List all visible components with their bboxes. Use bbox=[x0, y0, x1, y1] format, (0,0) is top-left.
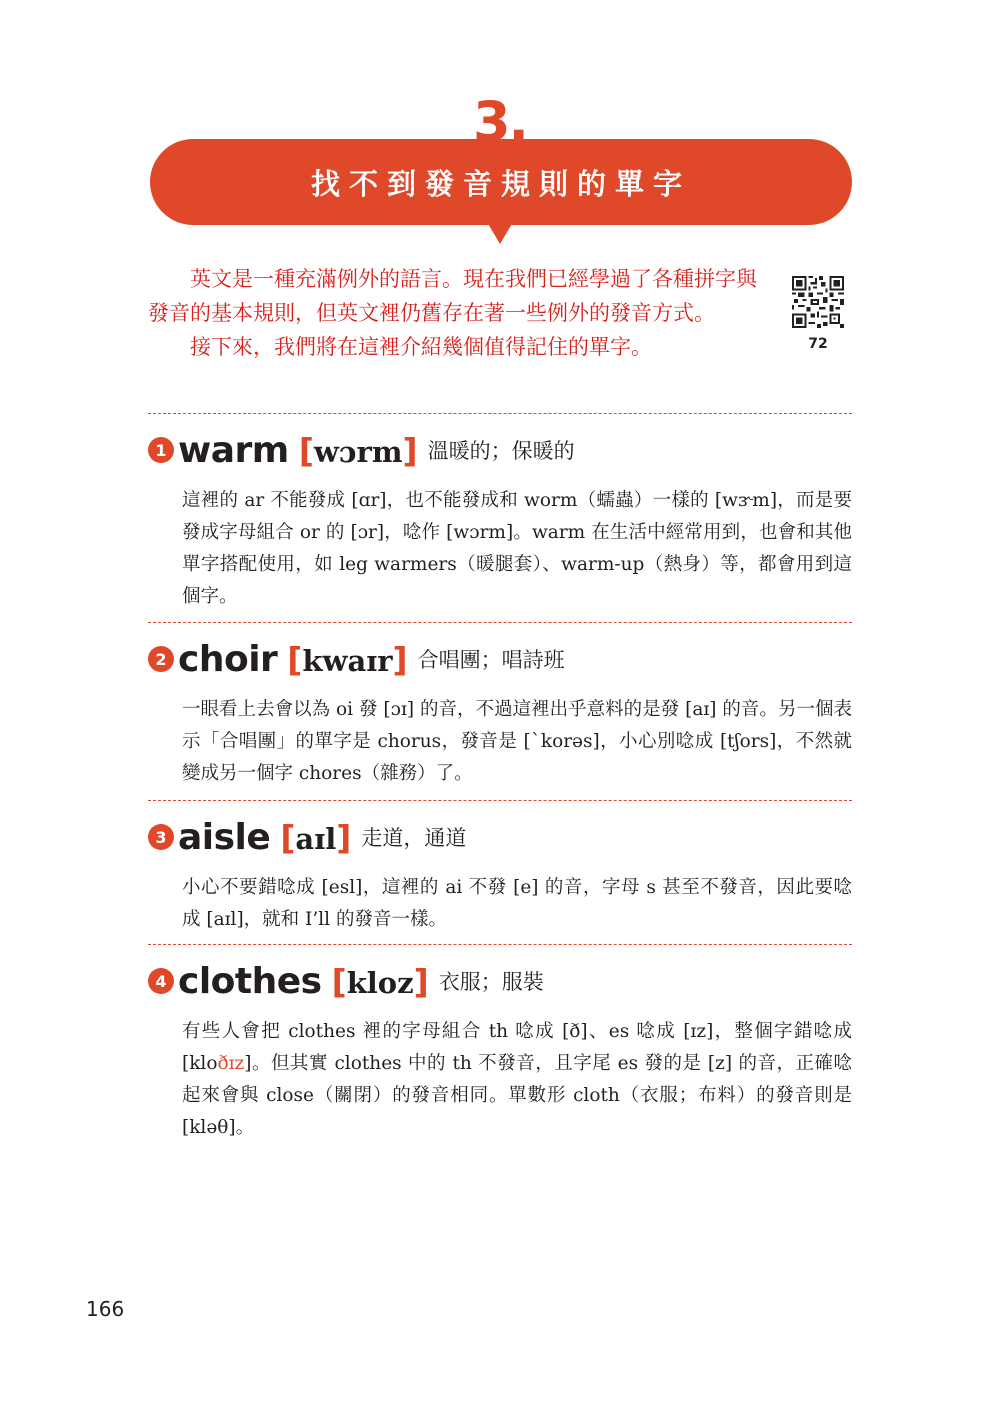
dashed-divider bbox=[148, 800, 852, 801]
entry-ipa bbox=[280, 818, 351, 857]
intro-text bbox=[148, 262, 758, 364]
entry-ipa bbox=[332, 962, 429, 1001]
word-entry-aisle bbox=[148, 812, 852, 936]
entry-heading bbox=[148, 956, 852, 1006]
entry-number-badge: 4 bbox=[148, 968, 174, 994]
entry-explanation bbox=[182, 1016, 852, 1144]
dashed-divider bbox=[148, 413, 852, 414]
title-banner-pointer bbox=[487, 222, 513, 244]
section-title: 找不到發音規則的單字 bbox=[310, 166, 691, 201]
entry-number-badge: 3 bbox=[148, 824, 174, 850]
ipa-text: kwaɪr bbox=[302, 643, 393, 678]
entry-meaning: 走道，通道 bbox=[361, 826, 467, 850]
intro-paragraph-2: 接下來，我們將在這裡介紹幾個值得記住的單字。 bbox=[190, 335, 652, 359]
entry-ipa bbox=[287, 640, 407, 679]
entry-ipa bbox=[299, 431, 418, 470]
ipa-text: wɔrm bbox=[313, 434, 403, 469]
ipa-close-bracket: ] bbox=[336, 817, 352, 857]
entry-word: aisle bbox=[178, 816, 271, 858]
section-number: 3. bbox=[472, 90, 528, 153]
qr-code-icon[interactable] bbox=[792, 276, 844, 328]
qr-track-number: 72 bbox=[808, 336, 828, 352]
entry-number-badge: 1 bbox=[148, 437, 174, 463]
entry-word: choir bbox=[178, 638, 278, 680]
entry-word: warm bbox=[178, 429, 289, 471]
entry-meaning: 溫暖的；保暖的 bbox=[427, 439, 575, 463]
page-number: 166 bbox=[86, 1297, 125, 1321]
ipa-open-bracket: [ bbox=[331, 961, 347, 1001]
ipa-open-bracket: [ bbox=[287, 639, 303, 679]
explanation-text: 有些人會把 clothes 裡的字母組合 th 唸成 [ð]、es 唸成 [ɪz]，整個字錯唸成 [klo bbox=[182, 1021, 852, 1074]
intro-paragraph-1: 英文是一種充滿例外的語言。現在我們已經學過了各種拼字與發音的基本規則，但英文裡仍舊存在著一些例外的發音方式。 bbox=[148, 267, 757, 325]
entry-explanation: 一眼看上去會以為 oi 發 [ɔɪ] 的音，不過這裡出乎意料的是發 [aɪ] 的音。另一個表示「合唱團」的單字是 chorus，發音是 [ˋkorəs]，小心別唸成 [tʃors]，不然就變成另一個字 chores（雜務）了。 bbox=[182, 699, 852, 784]
dashed-divider bbox=[148, 622, 852, 623]
ipa-open-bracket: [ bbox=[298, 430, 314, 470]
entry-number-badge: 2 bbox=[148, 646, 174, 672]
entry-explanation: 這裡的 ar 不能發成 [ɑr]，也不能發成和 worm（蠕蟲）一樣的 [wɝm]，而是要發成字母組合 or 的 [ɔr]，唸作 [wɔrm]。warm 在生活中經常用到，也會和其他單字搭配使用，如 leg warmers（暖腿套）、warm-up（熱身）等，都會用到這個字。 bbox=[182, 490, 852, 607]
entry-word: clothes bbox=[178, 960, 322, 1002]
dashed-divider bbox=[148, 944, 852, 945]
entry-heading bbox=[148, 425, 852, 475]
highlighted-wrong-pronunciation: ðɪz bbox=[217, 1053, 245, 1074]
entry-heading bbox=[148, 812, 852, 862]
ipa-text: aɪl bbox=[295, 821, 337, 856]
ipa-close-bracket: ] bbox=[392, 639, 408, 679]
word-entry-clothes bbox=[148, 956, 852, 1144]
ipa-text: kloz bbox=[346, 965, 414, 1000]
entry-explanation: 小心不要錯唸成 [esl]，這裡的 ai 不發 [e] 的音，字母 s 甚至不發音，因此要唸成 [aɪl]，就和 I’ll 的發音一樣。 bbox=[182, 877, 852, 930]
word-entry-choir bbox=[148, 634, 852, 790]
ipa-close-bracket: ] bbox=[402, 430, 418, 470]
entry-heading bbox=[148, 634, 852, 684]
explanation-text: ]。但其實 clothes 中的 th 不發音，且字尾 es 發的是 [z] 的音，正確唸起來會與 close（關閉）的發音相同。單數形 cloth（衣服；布料）的發音則是 [kləθ]。 bbox=[182, 1053, 852, 1138]
entry-meaning: 合唱團；唱詩班 bbox=[417, 648, 565, 672]
ipa-close-bracket: ] bbox=[413, 961, 429, 1001]
ipa-open-bracket: [ bbox=[280, 817, 296, 857]
entry-meaning: 衣服；服裝 bbox=[438, 970, 544, 994]
word-entry-warm bbox=[148, 425, 852, 613]
